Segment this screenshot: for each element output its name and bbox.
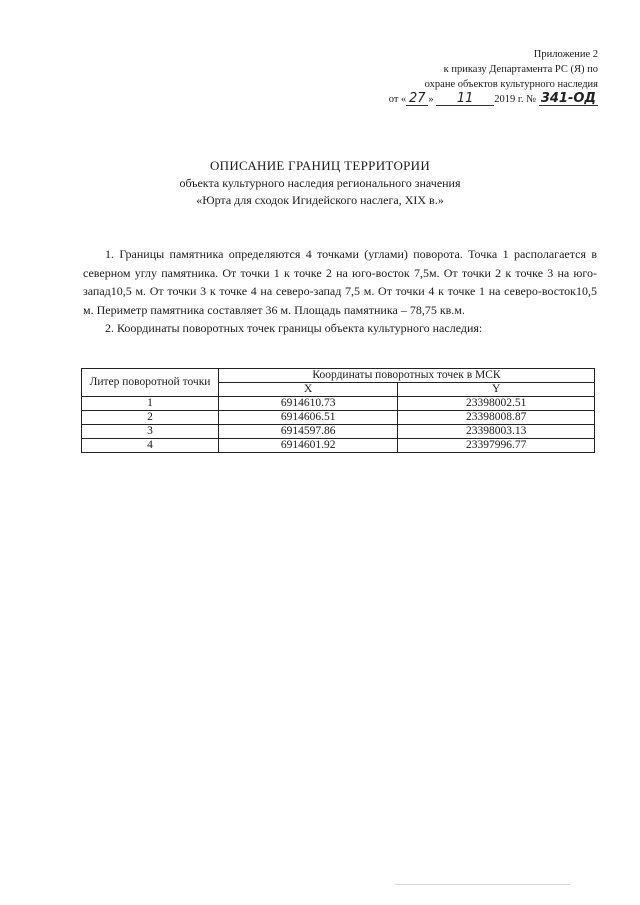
date-mid: » — [428, 94, 434, 105]
table-row — [82, 397, 595, 411]
handwritten-month: 11 — [436, 92, 494, 106]
table-row — [82, 425, 595, 439]
coord-y: 23397996.77 — [398, 439, 595, 453]
title-subtitle-1: объекта культурного наследия регионального значения — [179, 176, 461, 190]
point-number: 2 — [82, 411, 219, 425]
coord-y: 23398003.13 — [398, 425, 595, 439]
document-body — [83, 245, 597, 338]
appendix-label: Приложение 2 — [533, 49, 598, 60]
title-main: ОПИСАНИЕ ГРАНИЦ ТЕРРИТОРИИ — [209, 158, 431, 173]
coord-y: 23398002.51 — [398, 397, 595, 411]
coord-y: 23398008.87 — [398, 411, 595, 425]
document-title — [0, 157, 640, 209]
title-subtitle-2: «Юрта для сходок Игидейского наслега, XIX в.» — [196, 193, 444, 207]
coordinates-intro: 2. Координаты поворотных точек границы объекта культурного наследия: — [105, 321, 483, 335]
point-number: 3 — [82, 425, 219, 439]
coord-x: 6914610.73 — [219, 397, 398, 411]
header-x: X — [219, 383, 398, 397]
point-number: 4 — [82, 439, 219, 453]
header-y: Y — [398, 383, 595, 397]
handwritten-day: 27 — [406, 92, 428, 106]
boundary-description: 1. Границы памятника определяются 4 точками (углами) поворота. Точка 1 располагается в северном углу памятника. От точки 1 к точке 2 на юго-восток 7,5м. От точки 2 к точке 3 на юго-запад10,5 м. От точки 3 к точке 4 на северо-запад 7,5 м. От точки 4 к точке 1 на северо-восток10,5 м. Периметр памятника составляет 36 м. Площадь памятника – 78,75 кв.м. — [83, 247, 597, 317]
table-row — [82, 411, 595, 425]
table-row — [82, 439, 595, 453]
point-number: 1 — [82, 397, 219, 411]
handwritten-order-number: 341-ОД — [540, 91, 596, 106]
date-year: 2019 г. № — [494, 94, 537, 105]
order-date-line — [358, 92, 598, 107]
table-header-row — [82, 369, 595, 383]
appendix-header — [358, 47, 598, 107]
footer-rule — [395, 884, 570, 885]
header-point-letter: Литер поворотной точки — [82, 369, 219, 397]
department-name: охране объектов культурного наследия — [424, 79, 598, 90]
coordinates-table — [81, 368, 595, 453]
coord-x: 6914601.92 — [219, 439, 398, 453]
header-coordinates: Координаты поворотных точек в МСК — [219, 369, 595, 383]
date-prefix: от « — [388, 94, 407, 105]
coord-x: 6914597.86 — [219, 425, 398, 439]
order-reference: к приказу Департамента РС (Я) по — [443, 64, 598, 75]
coord-x: 6914606.51 — [219, 411, 398, 425]
